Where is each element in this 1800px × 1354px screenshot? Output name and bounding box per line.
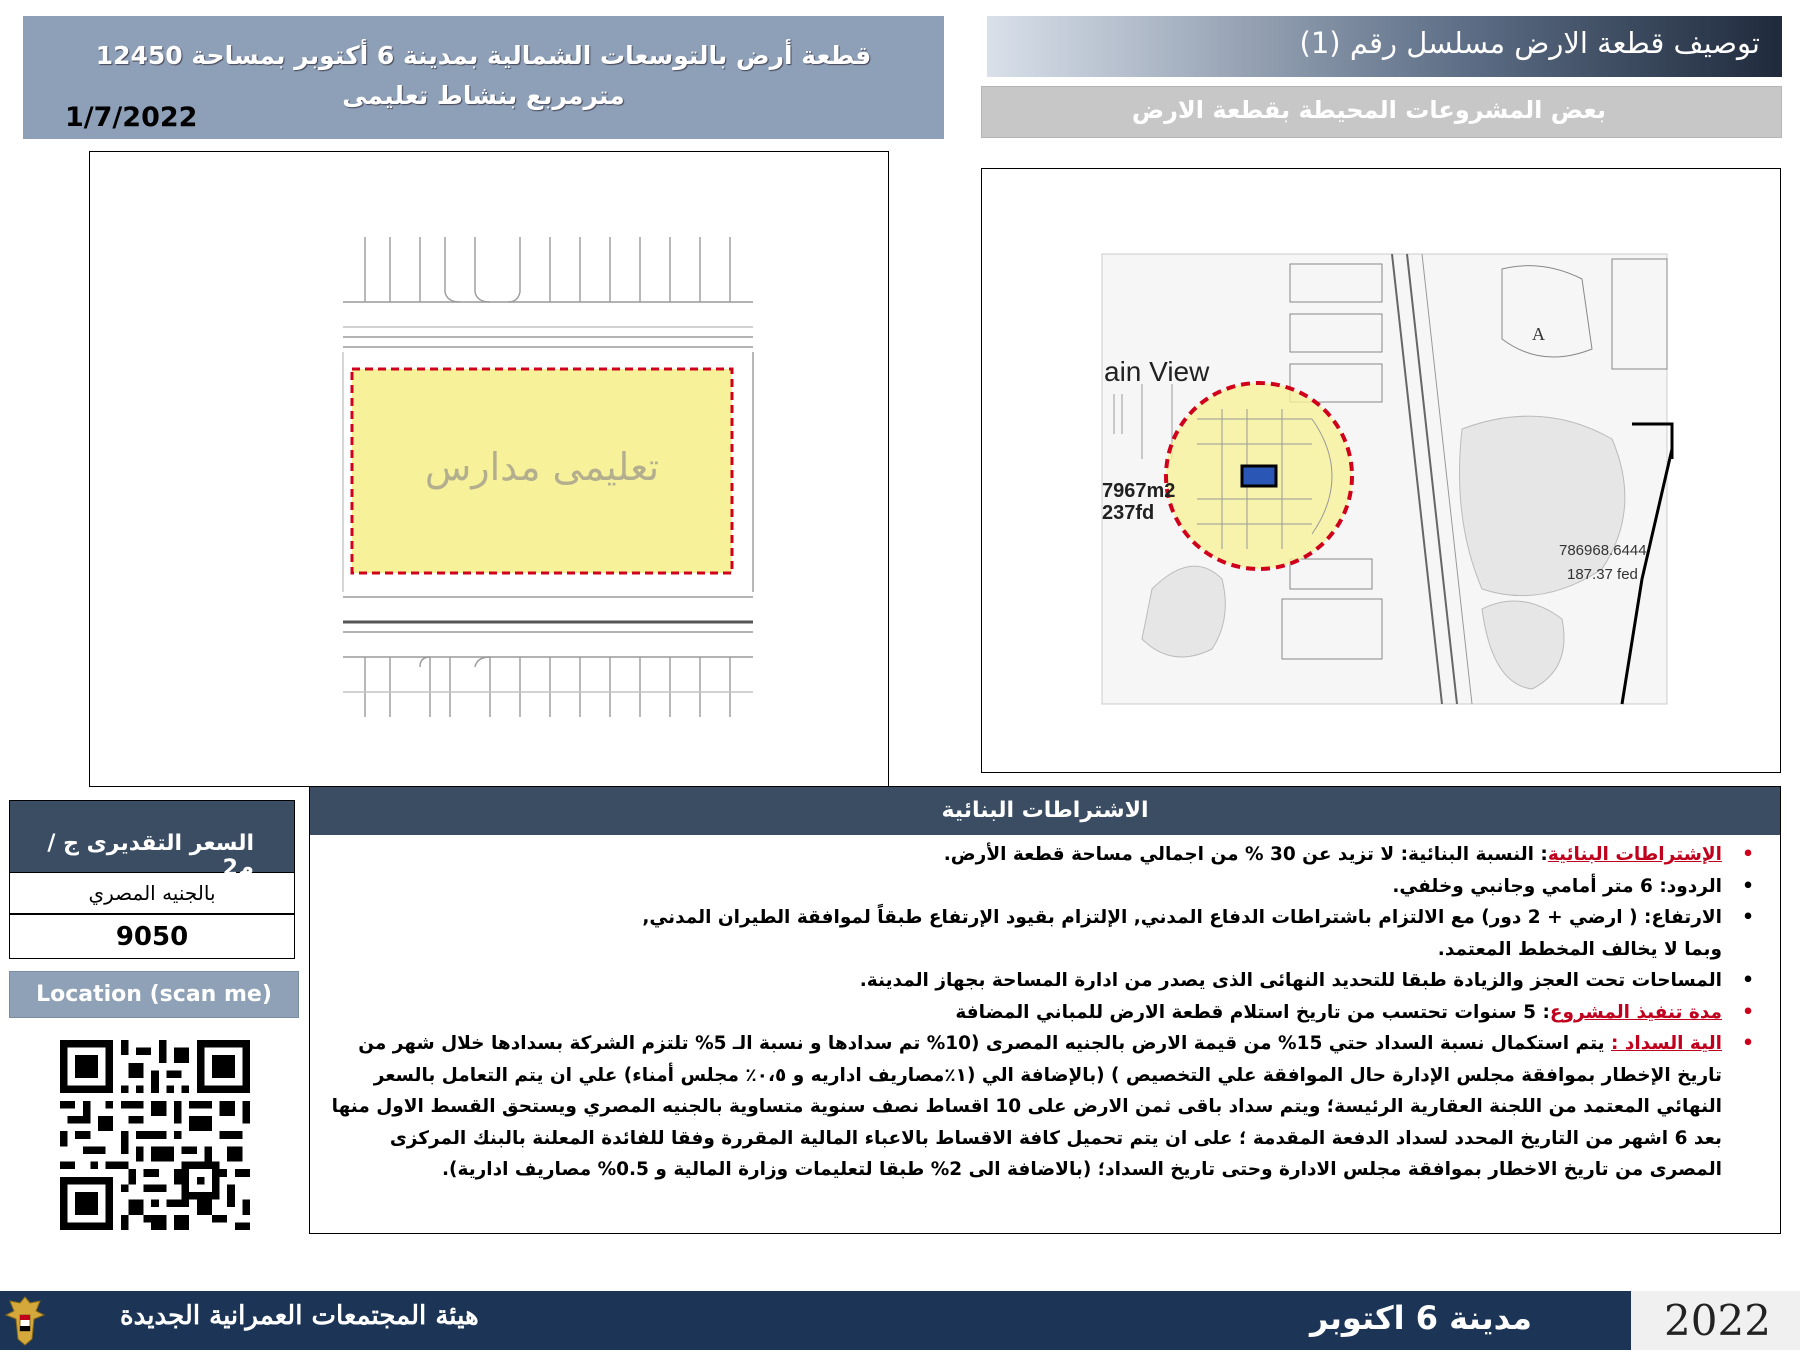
plot-marker (1242, 466, 1276, 486)
condition-item (324, 839, 1758, 871)
surrounding-projects-drawing (982, 169, 1782, 774)
condition-item (324, 871, 1758, 903)
price-value: 9050 (9, 914, 295, 959)
surrounding-projects-banner (981, 86, 1782, 138)
condition-item-continued (324, 934, 1758, 966)
emblem-graphic (0, 1291, 50, 1350)
bullet-icon: • (1742, 875, 1754, 897)
bullet-icon: • (1742, 1033, 1754, 1054)
eagle-emblem-icon (0, 1291, 50, 1350)
map-letter: A (1532, 324, 1545, 344)
site-plan-drawing (90, 152, 890, 788)
bullet-icon: • (1742, 844, 1754, 865)
building-conditions-panel (309, 786, 1781, 1234)
condition-text: : 5 سنوات تحتسب من تاريخ استلام قطعة الارض للمباني المضافة (955, 1001, 1550, 1023)
city-name: مدينة 6 اكتوبر (1310, 1299, 1532, 1337)
price-currency: بالجنيه المصري (9, 873, 295, 914)
location-scan-button[interactable]: Location (scan me) (9, 971, 299, 1018)
building-conditions-list (324, 839, 1758, 1186)
condition-item (324, 1028, 1758, 1186)
footer-year: 2022 (1627, 1291, 1800, 1350)
bullet-icon: • (1742, 907, 1754, 928)
condition-item (324, 965, 1758, 997)
bullet-icon: • (1742, 1001, 1754, 1023)
map-area-right: 786968.6444 (1559, 542, 1647, 559)
map-area-right-fd: 187.37 fed (1567, 566, 1638, 583)
plot-label: تعليمى مدارس (424, 445, 660, 489)
condition-label: الية السداد : (1611, 1033, 1722, 1054)
organization-name: هيئة المجتمعات العمرانية الجديدة (120, 1301, 479, 1331)
price-header (9, 800, 295, 881)
qr-code-graphic (60, 1040, 250, 1230)
map-area-fd: 237fd (1102, 502, 1155, 524)
site-plan-map (89, 151, 889, 787)
price-header-label: السعر التقديرى ج / م2 (47, 831, 254, 881)
document-date: 1/7/2022 (65, 102, 198, 133)
description-title-banner (987, 16, 1782, 77)
surrounding-projects-map (981, 168, 1781, 773)
condition-item (324, 997, 1758, 1029)
bullet-icon: • (1742, 970, 1754, 991)
condition-text: الردود: 6 متر أمامي وجانبي وخلفي. (1392, 875, 1722, 897)
condition-text: وبما لا يخالف المخطط المعتمد. (1437, 938, 1722, 960)
building-conditions-header: الاشتراطات البنائية (310, 787, 1780, 835)
condition-text: المساحات تحت العجز والزيادة طبقا للتحديد النهائى الذى يصدر من ادارة المساحة بجهاز المدينة. (859, 970, 1722, 991)
plot-title: قطعة أرض بالتوسعات الشمالية بمدينة 6 أكتوبر بمساحة 12450 مترمربع بنشاط تعليمى (95, 41, 872, 110)
location-qr-code[interactable] (60, 1040, 250, 1230)
condition-label: الإشتراطات البنائية (1547, 844, 1722, 865)
map-area-m2: 7967m2 (1102, 480, 1176, 502)
condition-item (324, 902, 1758, 934)
surrounding-projects-title: بعض المشروعات المحيطة بقطعة الارض (1131, 96, 1606, 124)
plot-title-banner (23, 16, 944, 139)
condition-text: يتم استكمال نسبة السداد حتي 15% من قيمة الارض بالجنيه المصرى (10% تم سدادها و نسبة الـ 5% تلتزم الشركة بسدادها خلال شهر من تاريخ الإخطار بموافقة مجلس الإدارة حال الموافقة علي التخصيص ) (بالإضافة الي (١٪مصاريف اداريه و ٠،٥٪ مجلس أمناء) علي ان يتم التعامل بالسعر النهائي المعتمد من اللجنة العقارية الرئيسة؛ ويتم سداد باقى ثمن الارض على 10 اقساط نصف سنوية متساوية بالجنيه المصري ويستحق القسط الاول منها بعد 6 اشهر من التاريخ المحدد لسداد الدفعة المقدمة ؛ على ان يتم تحميل كافة الاقساط بالاعباء المالية المقررة وفقا للفائدة المعلنة بالبنك المركزى المصرى من تاريخ الاخطار بموافقة مجلس الادارة وحتى تاريخ السداد؛ (بالاضافة الى 2% طبقا لتعليمات وزارة المالية و 0.5% مصاريف ادارية). (331, 1033, 1722, 1180)
condition-text: : النسبة البنائية: لا تزيد عن 30 % من اجمالي مساحة قطعة الأرض. (943, 844, 1548, 865)
footer-bar (0, 1291, 1800, 1350)
condition-label: مدة تنفيذ المشروع (1549, 1001, 1722, 1023)
condition-text: الارتفاع: ( ارضي + 2 دور) مع الالتزام باشتراطات الدفاع المدني, الإلتزام بقيود الإرتفاع طبقاً لموافقة الطيران المدني, (642, 907, 1722, 928)
map-label-view: ain View (1104, 356, 1210, 387)
description-title: توصيف قطعة الارض مسلسل رقم (1) (1299, 26, 1760, 60)
